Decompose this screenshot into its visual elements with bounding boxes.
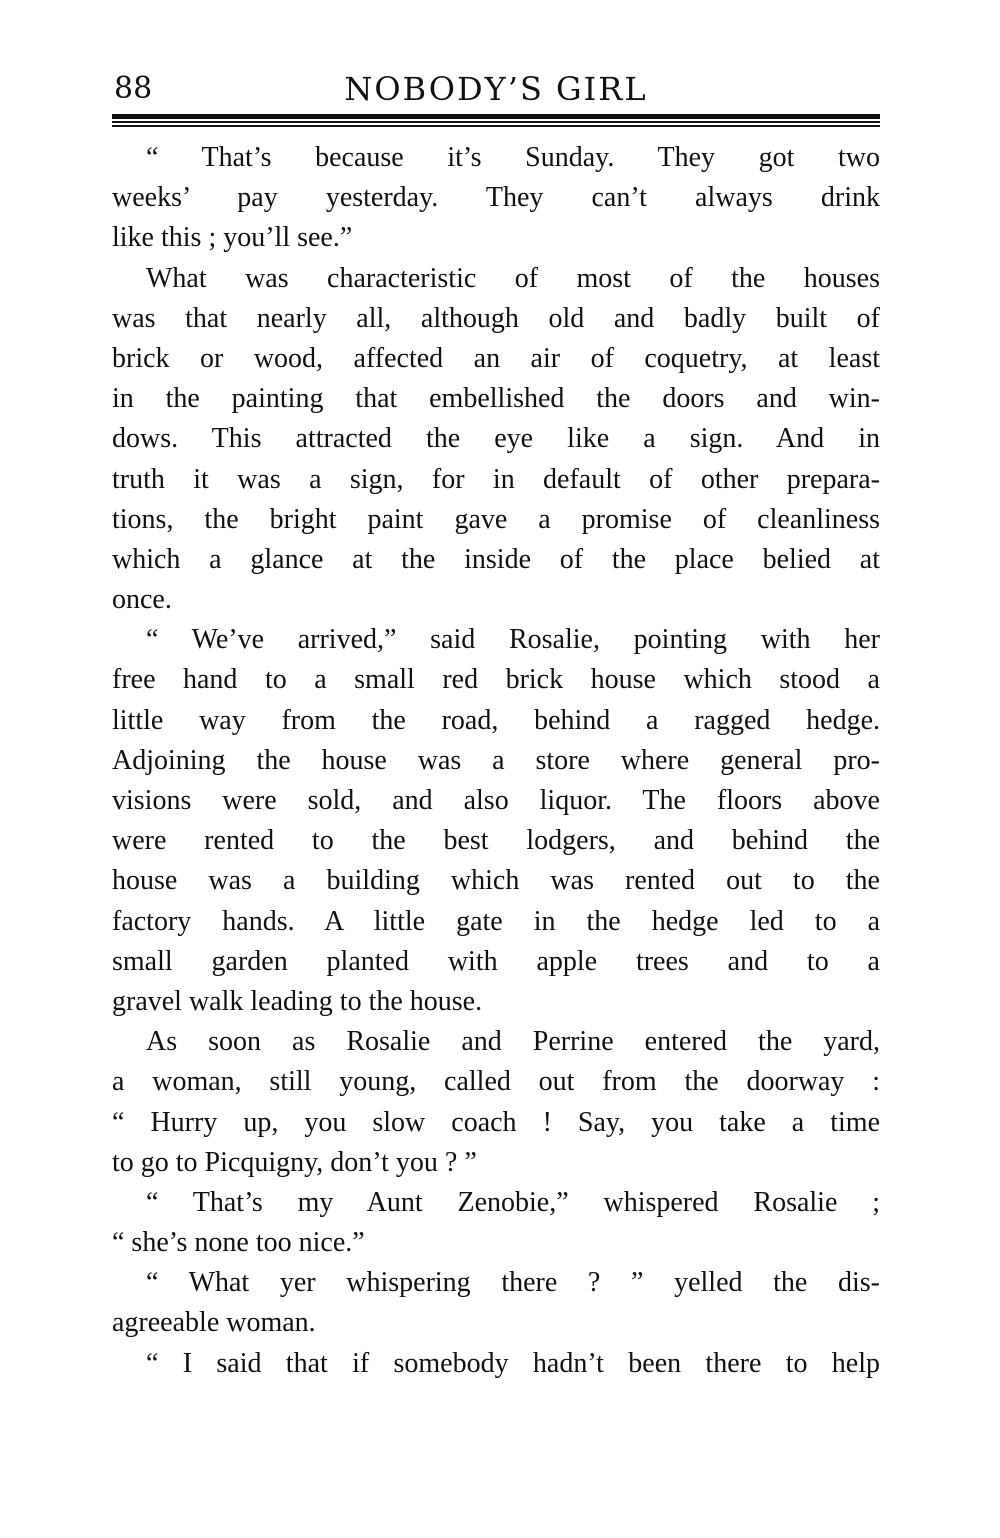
- paragraph: [112, 1344, 880, 1384]
- paragraph: [112, 620, 880, 1022]
- text-line: “ What yer whispering there ? ” yelled the dis-: [146, 1267, 880, 1299]
- text-line: weeks’ pay yesterday. They can’t always drink: [112, 182, 880, 214]
- header-rule-thin: [112, 121, 880, 123]
- header-rule: [112, 114, 880, 128]
- text-line: “ That’s my Aunt Zenobie,” whispered Rosalie ;: [146, 1186, 880, 1218]
- text-line: “ I said that if somebody hadn’t been there to help: [146, 1347, 880, 1379]
- text-line: a woman, still young, called out from the doorway :: [112, 1066, 880, 1098]
- text-line: factory hands. A little gate in the hedge led to a: [112, 905, 880, 937]
- paragraph: [112, 1022, 880, 1183]
- text-line: like this ; you’ll see.”: [112, 222, 353, 254]
- text-line: dows. This attracted the eye like a sign. And in: [112, 423, 880, 455]
- text-line: As soon as Rosalie and Perrine entered the yard,: [146, 1026, 880, 1058]
- page-header: [112, 68, 880, 112]
- text-line: once.: [112, 584, 172, 616]
- text-line: truth it was a sign, for in default of other prepara-: [112, 463, 880, 495]
- text-line: visions were sold, and also liquor. The floors above: [112, 785, 880, 816]
- text-line: Adjoining the house was a store where general pro-: [112, 744, 880, 776]
- header-rule-thin: [112, 125, 880, 127]
- text-line: “ That’s because it’s Sunday. They got two: [146, 142, 880, 173]
- text-line: brick or wood, affected an air of coquetry, at least: [112, 342, 880, 374]
- paragraph: [112, 1263, 880, 1343]
- text-line: What was characteristic of most of the houses: [146, 262, 880, 294]
- text-line: tions, the bright paint gave a promise of cleanliness: [112, 503, 880, 535]
- text-line: “ We’ve arrived,” said Rosalie, pointing with her: [146, 624, 880, 656]
- text-line: gravel walk leading to the house.: [112, 985, 483, 1017]
- text-line: in the painting that embellished the doors and win-: [112, 383, 880, 415]
- paragraph: [112, 259, 880, 621]
- text-line: which a glance at the inside of the place belied at: [112, 543, 880, 575]
- text-line: agreeable woman.: [112, 1307, 316, 1339]
- text-line: “ Hurry up, you slow coach ! Say, you take a time: [112, 1106, 880, 1138]
- text-line: to go to Picquigny, don’t you ? ”: [112, 1146, 477, 1178]
- text-line: free hand to a small red brick house which stood a: [112, 664, 880, 696]
- text-line: house was a building which was rented out to the: [112, 865, 880, 897]
- header-rule-thick: [112, 114, 880, 119]
- running-title: NOBODY’S GIRL: [344, 70, 648, 108]
- text-line: were rented to the best lodgers, and behind the: [112, 825, 880, 857]
- text-line: was that nearly all, although old and badly built of: [112, 302, 880, 334]
- text-line: “ she’s none too nice.”: [112, 1227, 365, 1259]
- text-line: small garden planted with apple trees and to a: [112, 945, 880, 977]
- paragraph: [112, 138, 880, 259]
- text-line: little way from the road, behind a ragged hedge.: [112, 704, 880, 736]
- paragraph: [112, 1183, 880, 1263]
- page-number: 88: [114, 71, 153, 106]
- body-text: [112, 138, 880, 1384]
